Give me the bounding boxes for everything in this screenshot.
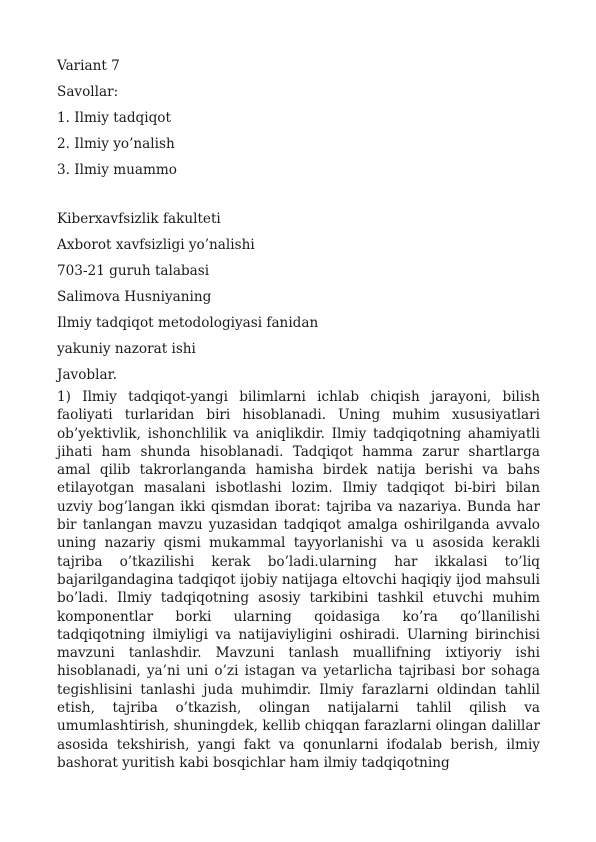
question-item: 2. Ilmiy yo’nalish bbox=[57, 136, 175, 152]
exam-type-line: yakuniy nazorat ishi bbox=[57, 341, 196, 357]
answers-label: Javoblar. bbox=[57, 367, 117, 383]
student-name-line: Salimova Husniyaning bbox=[57, 289, 212, 305]
question-item: 1. Ilmiy tadqiqot bbox=[57, 110, 171, 126]
direction-line: Axborot xavfsizligi yo’nalishi bbox=[57, 237, 255, 253]
variant-heading: Variant 7 bbox=[57, 58, 120, 74]
answer-paragraph: 1) Ilmiy tadqiqot-yangi bilimlarni ichlab chiqish jarayoni, bilish faoliyati turlaridan biri hisoblanadi. Uning muhim xususiyatlari ob’yektivlik, ishonchlilik va aniqlikdir. Ilmiy tadqiqotning ahamiyatli jihati ham shunda hisoblanadi. Tadqiqot hamma zarur shartlarga amal qilib takrorlanganda hamisha birdek natija berishi va bahs etilayotgan masalani isbotlashi lozim. Ilmiy tadqiqot bi-biri bilan uzviy bog’langan ikki qismdan iborat: tajriba va nazariya. Bunda har bir tanlangan mavzu yuzasidan tadqiqot amalga oshirilganda avvalo uning nazariy qismi mukammal tayyorlanishi va u asosida kerakli tajriba o’tkazilishi kerak bo’ladi.ularning har ikkalasi to’liq bajarilgandagina tadqiqot ijobiy natijaga eltovchi haqiqiy ijod mahsuli bo’ladi. Ilmiy tadqiqotning asosiy tarkibini tashkil etuvchi muhim komponentlar borki ularning qoidasiga ko’ra qo’llanilishi tadqiqotning ilmiyligi va natijaviyligini oshiradi. Ularning birinchisi mavzuni tanlashdir. Mavzuni tanlash muallifning ixtiyoriy ishi hisoblanadi, ya’ni uni o’zi istagan va yetarlicha tajribasi bor sohaga tegishlisini tanlashi juda muhimdir. Ilmiy farazlarni oldindan tahlil etish, tajriba o’tkazish, olingan natijalarni tahlil qilish va umumlashtirish, shuningdek, kellib chiqqan farazlarni olingan dalillar asosida tekshirish, yangi fakt va qonunlarni ifodalab berish, ilmiy bashorat yuritish kabi bosqichlar ham ilmiy tadqiqotning bbox=[57, 389, 540, 771]
question-item: 3. Ilmiy muammo bbox=[57, 162, 177, 178]
group-line: 703-21 guruh talabasi bbox=[57, 263, 210, 279]
questions-label: Savollar: bbox=[57, 84, 119, 100]
faculty-line: Kiberxavfsizlik fakulteti bbox=[57, 211, 221, 227]
subject-line: Ilmiy tadqiqot metodologiyasi fanidan bbox=[57, 315, 319, 331]
